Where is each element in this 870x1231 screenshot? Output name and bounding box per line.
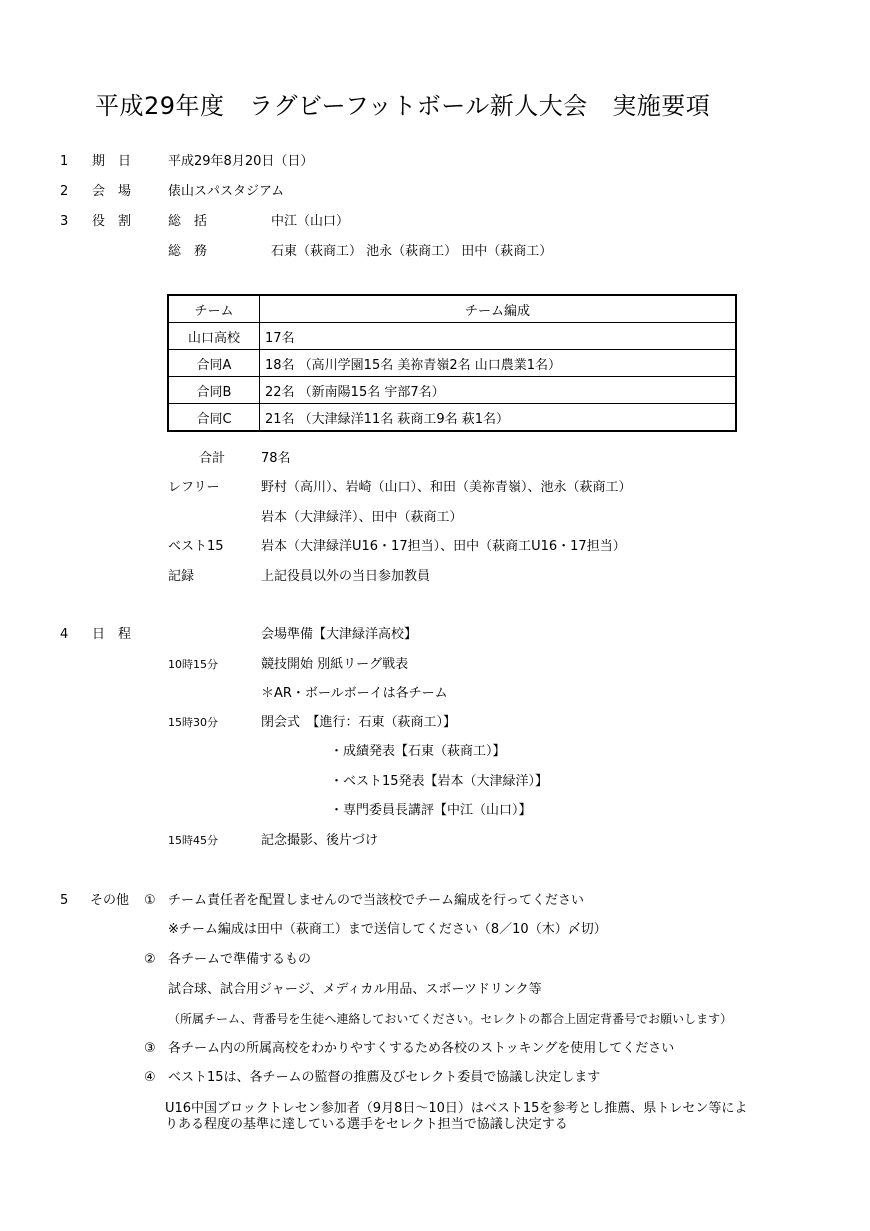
time-2-text: 閉会式 【進行：石東（萩商工）】 bbox=[261, 715, 457, 730]
total-label: 合計 bbox=[199, 451, 226, 466]
referee-line-1: 野村（高川）、岩崎（山口）、和田（美祢青嶺）、池永（萩商工） bbox=[261, 480, 632, 495]
venue-prep: 会場準備【大津緑洋高校】 bbox=[261, 627, 418, 642]
ceremony-item-2: ・ベスト15発表【岩本（大津緑洋）】 bbox=[330, 774, 549, 789]
record-value: 上記役員以外の当日参加教員 bbox=[261, 569, 431, 584]
role2-value: 石東（萩商工） 池永（萩商工） 田中（萩商工） bbox=[271, 244, 553, 259]
team-members: 21名 （大津緑洋11名 萩商工9名 萩1名） bbox=[260, 404, 737, 432]
referee-line-2: 岩本（大津緑洋）、田中（萩商工） bbox=[261, 510, 463, 525]
time-3: 15時45分 bbox=[168, 834, 218, 847]
ceremony-item-3: ・専門委員長講評【中江（山口）】 bbox=[330, 803, 532, 818]
sec2-label: 会 場 bbox=[92, 184, 132, 199]
time-3-text: 記念撮影、後片づけ bbox=[261, 833, 379, 848]
header-composition: チーム編成 bbox=[260, 295, 737, 323]
sec4-label: 日 程 bbox=[92, 627, 132, 642]
table-row bbox=[168, 377, 736, 404]
item-3-mark: ③ bbox=[144, 1041, 156, 1056]
role1-label: 総 括 bbox=[168, 214, 208, 229]
team-members: 18名 （高川学園15名 美祢青嶺2名 山口農業1名） bbox=[260, 350, 737, 377]
team-members: 22名 （新南陽15名 宇部7名） bbox=[260, 377, 737, 404]
referee-label: レフリー bbox=[168, 480, 220, 495]
team-members: 17名 bbox=[260, 323, 737, 350]
role1-value: 中江（山口） bbox=[271, 214, 350, 229]
team-name: 合同B bbox=[168, 377, 260, 404]
item-2-mark: ② bbox=[144, 952, 156, 967]
item-3-text: 各チーム内の所属高校をわかりやすくするため各校のストッキングを使用してください bbox=[168, 1041, 675, 1056]
best15-value: 岩本（大津緑洋U16・17担当）、田中（萩商工U16・17担当） bbox=[261, 539, 626, 554]
team-name: 合同C bbox=[168, 404, 260, 432]
team-name: 合同A bbox=[168, 350, 260, 377]
table-header-row bbox=[168, 295, 736, 323]
item-1-text: チーム責任者を配置しませんので当該校でチーム編成を行ってください bbox=[168, 893, 585, 908]
date-value: 平成29年8月20日（日） bbox=[168, 154, 314, 169]
table-row bbox=[168, 323, 736, 350]
sec5-number: 5 bbox=[60, 893, 69, 908]
page-title: 平成29年度 ラグビーフットボール新人大会 実施要項 bbox=[95, 92, 711, 120]
item-2-line-1: 試合球、試合用ジャージ、メディカル用品、スポーツドリンク等 bbox=[168, 982, 542, 997]
sec1-number: 1 bbox=[60, 154, 69, 169]
role2-label: 総 務 bbox=[168, 244, 208, 259]
sec1-label: 期 日 bbox=[92, 154, 132, 169]
item-4-note-line-2: りある程度の基準に達している選手をセレクト担当で協議し決定する bbox=[165, 1117, 568, 1132]
time-1-text: 競技開始 別紙リーグ戦表 bbox=[261, 657, 409, 672]
venue-value: 俵山スパスタジアム bbox=[168, 184, 285, 199]
sec2-number: 2 bbox=[60, 184, 69, 199]
record-label: 記録 bbox=[168, 569, 195, 584]
ceremony-item-1: ・成績発表【石東（萩商工）】 bbox=[330, 744, 506, 759]
item-1-mark: ① bbox=[144, 893, 156, 908]
total-value: 78名 bbox=[261, 451, 291, 466]
best15-label: ベスト15 bbox=[168, 539, 224, 554]
item-1-note: ※チーム編成は田中（萩商工）まで送信してください（8／10（木）〆切） bbox=[168, 922, 607, 937]
item-2-line-2: （所属チーム、背番号を生徒へ連絡しておいてください。セレクトの都合上固定背番号でお願いします） bbox=[168, 1012, 733, 1026]
sec4-number: 4 bbox=[60, 627, 69, 642]
time-1: 10時15分 bbox=[168, 658, 218, 671]
sec3-label: 役 割 bbox=[92, 214, 132, 229]
item-4-note-line-1: U16中国ブロックトレセン参加者（9月8日～10日）はベスト15を参考とし推薦、県トレセン等によ bbox=[165, 1101, 748, 1116]
team-table bbox=[167, 294, 737, 432]
table-row bbox=[168, 404, 736, 432]
sec5-label: その他 bbox=[90, 893, 130, 908]
item-2-text: 各チームで準備するもの bbox=[168, 952, 312, 967]
sec3-number: 3 bbox=[60, 214, 69, 229]
header-team: チーム bbox=[168, 295, 260, 323]
table-row bbox=[168, 350, 736, 377]
item-4-text: ベスト15は、各チームの監督の推薦及びセレクト委員で協議し決定します bbox=[168, 1070, 601, 1085]
schedule-note: ＊AR・ボールボーイは各チーム bbox=[261, 686, 448, 701]
team-name: 山口高校 bbox=[168, 323, 260, 350]
item-4-mark: ④ bbox=[144, 1070, 156, 1085]
time-2: 15時30分 bbox=[168, 716, 218, 729]
